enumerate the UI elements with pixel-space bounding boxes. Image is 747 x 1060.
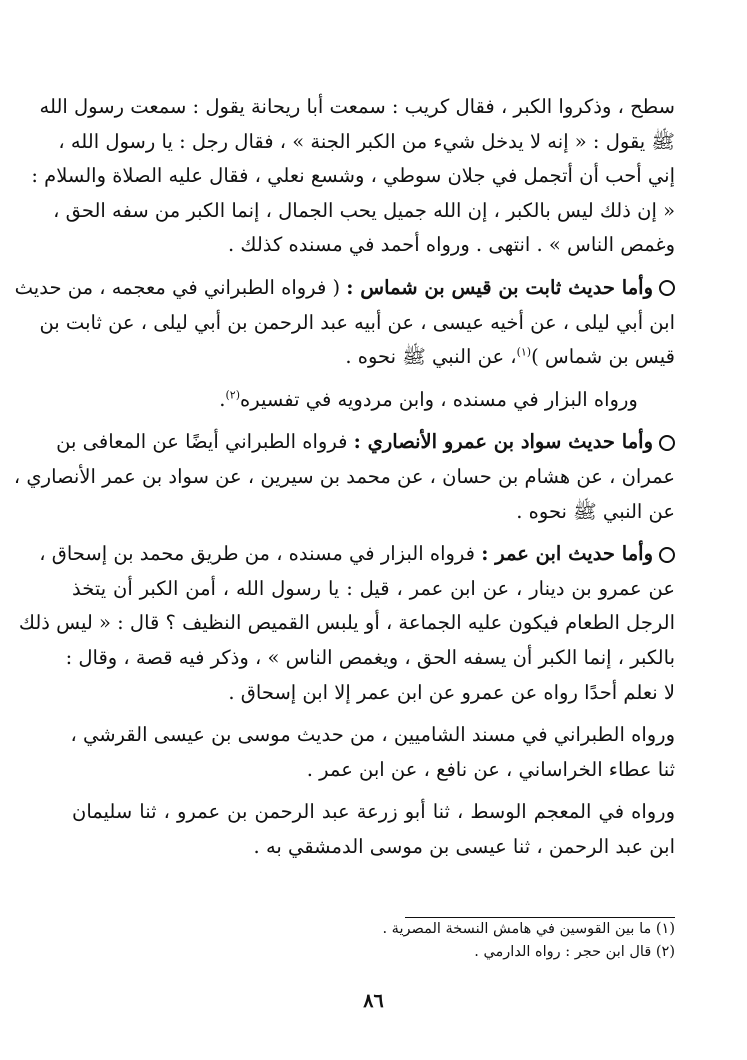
text-run: ( فرواه الطبراني في معجمه ، من حديث xyxy=(14,275,341,299)
paragraph-ibn-umar xyxy=(18,537,675,710)
text-line: بالكبر ، إنما الكبر أن يسفه الحق ، ويغمص الناس » ، وذكر فيه قصة ، وقال : xyxy=(65,645,675,669)
text-line: ﷺ يقول : « إنه لا يدخل شيء من الكبر الجنة » ، فقال رجل : يا رسول الله ، xyxy=(58,129,675,153)
text-line xyxy=(72,340,675,375)
paragraph-shamiyyin xyxy=(72,718,675,787)
text-line: إني أحب أن أتجمل في جلان سوطي ، وشسع نعلي ، فقال عليه الصلاة والسلام : xyxy=(31,164,675,188)
text-line xyxy=(39,537,675,572)
footnote-ref: (١) xyxy=(516,345,532,359)
paragraph-thabit xyxy=(14,271,675,375)
text-run: فرواه الطبراني أيضًا عن المعافى بن xyxy=(56,430,348,454)
footnote-ref: (٢) xyxy=(225,388,241,402)
text-line xyxy=(14,271,675,306)
text-run: ورواه البزار في مسنده ، وابن مردويه في تفسيره xyxy=(240,387,638,411)
text-line: عن عمرو بن دينار ، عن ابن عمر ، قيل : يا رسول الله ، أمن الكبر أن يتخذ xyxy=(72,576,675,600)
text-run: ، عن النبي ﷺ نحوه . xyxy=(345,345,517,369)
paragraph-kibr-hadith xyxy=(31,90,675,263)
section-heading: وأما حديث ثابت بن قيس بن شماس : xyxy=(346,275,653,299)
circle-bullet-icon xyxy=(659,435,675,451)
text-line: سطح ، وذكروا الكبر ، فقال كريب : سمعت أبا ريحانة يقول : سمعت رسول الله xyxy=(39,95,675,118)
text-line xyxy=(72,383,675,418)
page-number: ٨٦ xyxy=(363,990,384,1012)
text-run: فرواه البزار في مسنده ، من طريق محمد بن إسحاق ، xyxy=(39,542,475,566)
paragraph-sawad xyxy=(13,425,675,529)
text-line: ورواه الطبراني في مسند الشاميين ، من حديث موسى بن عيسى القرشي ، xyxy=(70,723,675,747)
text-line: عن النبي ﷺ نحوه . xyxy=(516,499,675,523)
text-line: عمران ، عن هشام بن حسان ، عن محمد بن سيرين ، عن سواد بن عمر الأنصاري ، xyxy=(13,464,675,488)
text-line: وغمص الناس » . انتهى . ورواه أحمد في مسنده كذلك . xyxy=(228,233,675,257)
paragraph-awsat xyxy=(72,795,675,864)
text-line: ثنا عطاء الخراساني ، عن نافع ، عن ابن عمر . xyxy=(306,757,675,781)
footnotes xyxy=(72,918,675,964)
text-line: لا نعلم أحدًا رواه عن عمرو عن ابن عمر إلا ابن إسحاق . xyxy=(228,680,675,704)
paragraph-bazzar xyxy=(72,383,675,418)
circle-bullet-icon xyxy=(659,280,675,296)
footnote: (١) ما بين القوسين في هامش النسخة المصرية . xyxy=(382,921,675,937)
text-line: ورواه في المعجم الوسط ، ثنا أبو زرعة عبد الرحمن بن عمرو ، ثنا سليمان xyxy=(72,800,675,824)
section-heading: وأما حديث سواد بن عمرو الأنصاري : xyxy=(353,430,653,454)
footnote: (٢) قال ابن حجر : رواه الدارمي . xyxy=(474,944,675,960)
text-line xyxy=(56,425,675,460)
text-line: الرجل الطعام فيكون عليه الجماعة ، أو يلبس القميص النظيف ؟ قال : « ليس ذلك xyxy=(18,611,675,635)
text-run: . xyxy=(219,387,226,411)
section-heading: وأما حديث ابن عمر : xyxy=(481,542,653,566)
text-run: قيس بن شماس ) xyxy=(531,345,675,369)
text-line: ابن أبي ليلى ، عن أخيه عيسى ، عن أبيه عبد الرحمن بن أبي ليلى ، عن ثابت بن xyxy=(39,310,675,334)
text-line: « إن ذلك ليس بالكبر ، إن الله جميل يحب الجمال ، إنما الكبر من سفه الحق ، xyxy=(53,198,675,222)
text-line: ابن عبد الرحمن ، ثنا عيسى بن موسى الدمشقي به . xyxy=(253,834,675,858)
circle-bullet-icon xyxy=(659,547,675,563)
